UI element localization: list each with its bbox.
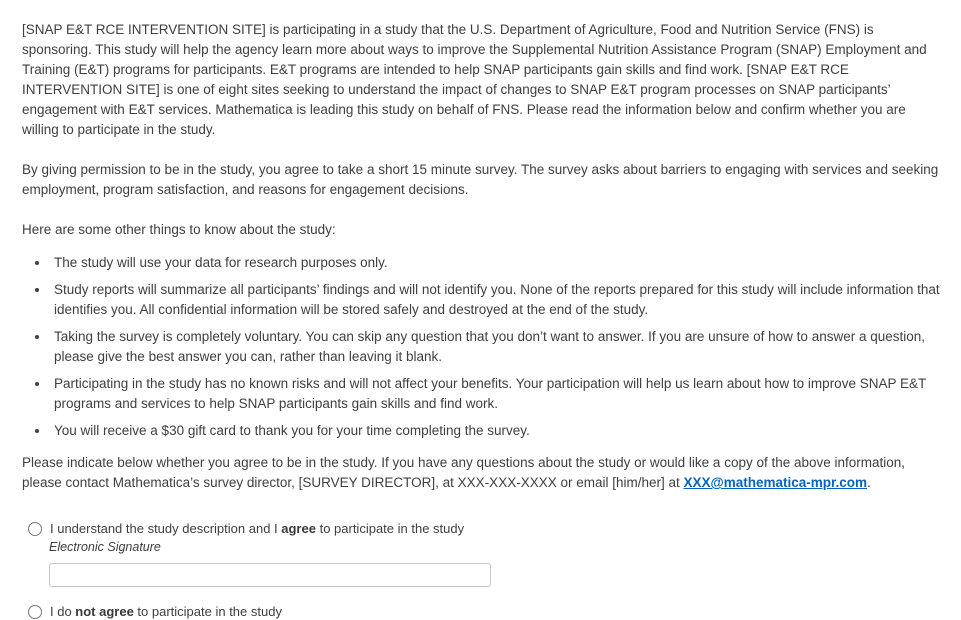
disagree-radio-button[interactable] — [28, 605, 42, 619]
contact-paragraph — [22, 453, 940, 493]
agree-label-suffix: to participate in the study — [315, 521, 465, 536]
list-item: • Participating in the study has no known risks and will not affect your benefits. Your participation will help us learn about how to improve SNAP E&T programs and services to help SNAP participants gain skills and find work. — [50, 374, 940, 414]
disagree-label-prefix: I do — [50, 604, 76, 619]
agree-label-bold: agree — [281, 521, 316, 536]
agree-label-prefix: I understand the study description and I — [50, 521, 282, 536]
electronic-signature-input[interactable] — [49, 563, 491, 587]
list-item: • You will receive a $30 gift card to thank you for your time completing the survey. — [50, 421, 940, 441]
list-item: • Study reports will summarize all participants’ findings and will not identify you. None of the reports prepared for this study will include information that identifies you. All confidential information will be stored safely and destroyed at the end of the study. — [50, 280, 940, 320]
consent-form-page — [22, 20, 940, 620]
study-facts-list — [22, 253, 940, 441]
contact-text-before-link: Please indicate below whether you agree to be in the study. If you have any questions about the study or would like a copy of the above information, please contact Mathematica’s survey director, [SURVEY DIRECTOR], at XXX-XXX-XXXX or email [him/her] at — [22, 455, 906, 490]
contact-text-after-link: . — [867, 475, 871, 490]
study-list-intro: Here are some other things to know about the study: — [22, 222, 336, 237]
disagree-label-suffix: to participate in the study — [133, 604, 282, 619]
survey-director-email-link[interactable]: XXX@mathematica-mpr.com — [683, 475, 867, 490]
agree-option-row[interactable] — [22, 521, 940, 537]
disagree-option-row[interactable] — [22, 604, 940, 620]
disagree-label-bold: not agree — [75, 604, 134, 619]
electronic-signature-label: Electronic Signature — [49, 540, 161, 554]
study-intro-paragraph: [SNAP E&T RCE INTERVENTION SITE] is participating in a study that the U.S. Department of Agriculture, Food and Nutrition Service (FNS) is sponsoring. This study will help the agency learn more about ways to improve the Supplemental Nutrition Assistance Program (SNAP) Employment and Training (E&T) programs for participants. E&T programs are intended to help SNAP participants gain skills and find work. [SNAP E&T RCE INTERVENTION SITE] is one of eight sites seeking to understand the impact of changes to SNAP E&T program processes on SNAP participants’ engagement with E&T services. Mathematica is leading this study on behalf of FNS. Please read the information below and confirm whether you are willing to participate in the study. — [22, 22, 927, 137]
list-item: • Taking the survey is completely voluntary. You can skip any question that you don’t want to answer. If you are unsure of how to answer a question, please give the best answer you can, rather than leaving it blank. — [50, 327, 940, 367]
electronic-signature-section — [49, 540, 940, 587]
agree-radio-button[interactable] — [28, 522, 42, 536]
permission-paragraph: By giving permission to be in the study, you agree to take a short 15 minute survey. The survey asks about barriers to engaging with services and seeking employment, program satisfaction, and reasons for engagement decisions. — [22, 162, 939, 197]
disagree-option-label[interactable] — [50, 604, 282, 620]
list-item: • The study will use your data for research purposes only. — [50, 253, 940, 273]
agree-option-label[interactable] — [50, 521, 464, 537]
options-spacer — [22, 587, 940, 604]
